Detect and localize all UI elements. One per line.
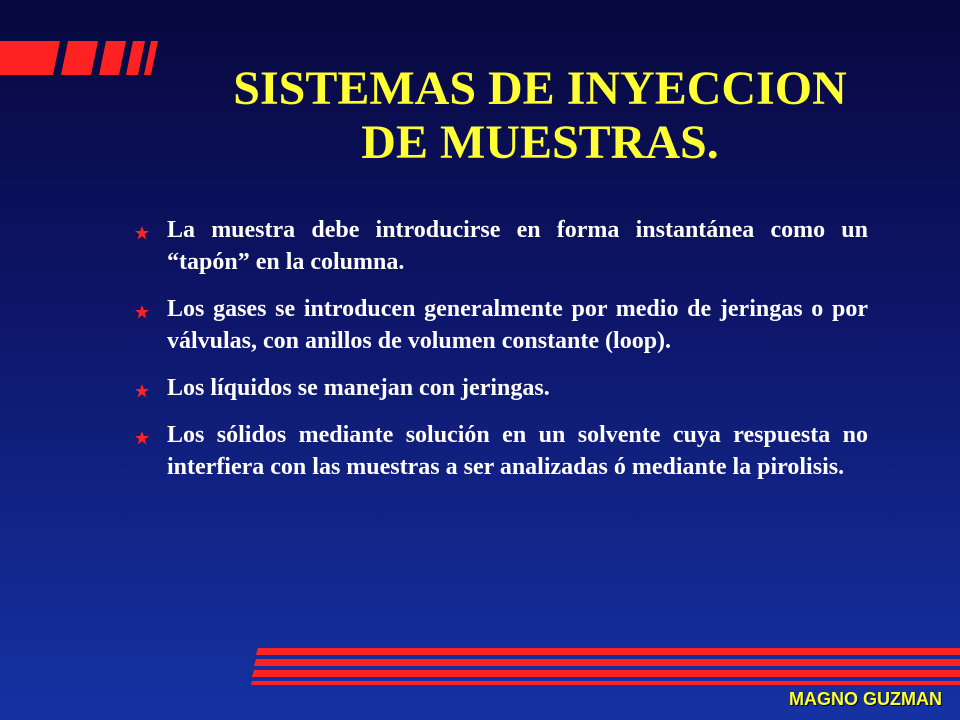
decorative-red-bars: [0, 41, 160, 75]
bullet-list: [135, 214, 868, 498]
bullet-item: [135, 419, 868, 483]
decorative-red-stripes: [250, 648, 960, 688]
slide-title-line-2: DE MUESTRAS.: [361, 116, 719, 169]
star-icon: [135, 431, 149, 445]
slide-title-line-1: SISTEMAS DE INYECCION: [233, 62, 847, 115]
bullet-item: [135, 214, 868, 278]
bullet-text: Los gases se introducen generalmente por medio de jeringas o por válvulas, con anillos de volumen constante (loop).: [167, 296, 868, 354]
bullet-text: La muestra debe introducirse en forma instantánea como un “tapón” en la columna.: [167, 217, 868, 275]
bullet-item: [135, 293, 868, 357]
author-name: MAGNO GUZMAN: [789, 689, 942, 709]
bullet-text: Los sólidos mediante solución en un solvente cuya respuesta no interfiera con las muestras a ser analizadas ó mediante la pirolisis.: [167, 422, 868, 480]
star-icon: [135, 226, 149, 240]
bullet-text: Los líquidos se manejan con jeringas.: [167, 375, 550, 401]
star-icon: [135, 305, 149, 319]
bullet-item: [135, 372, 868, 404]
star-icon: [135, 384, 149, 398]
slide-title: [160, 62, 920, 170]
